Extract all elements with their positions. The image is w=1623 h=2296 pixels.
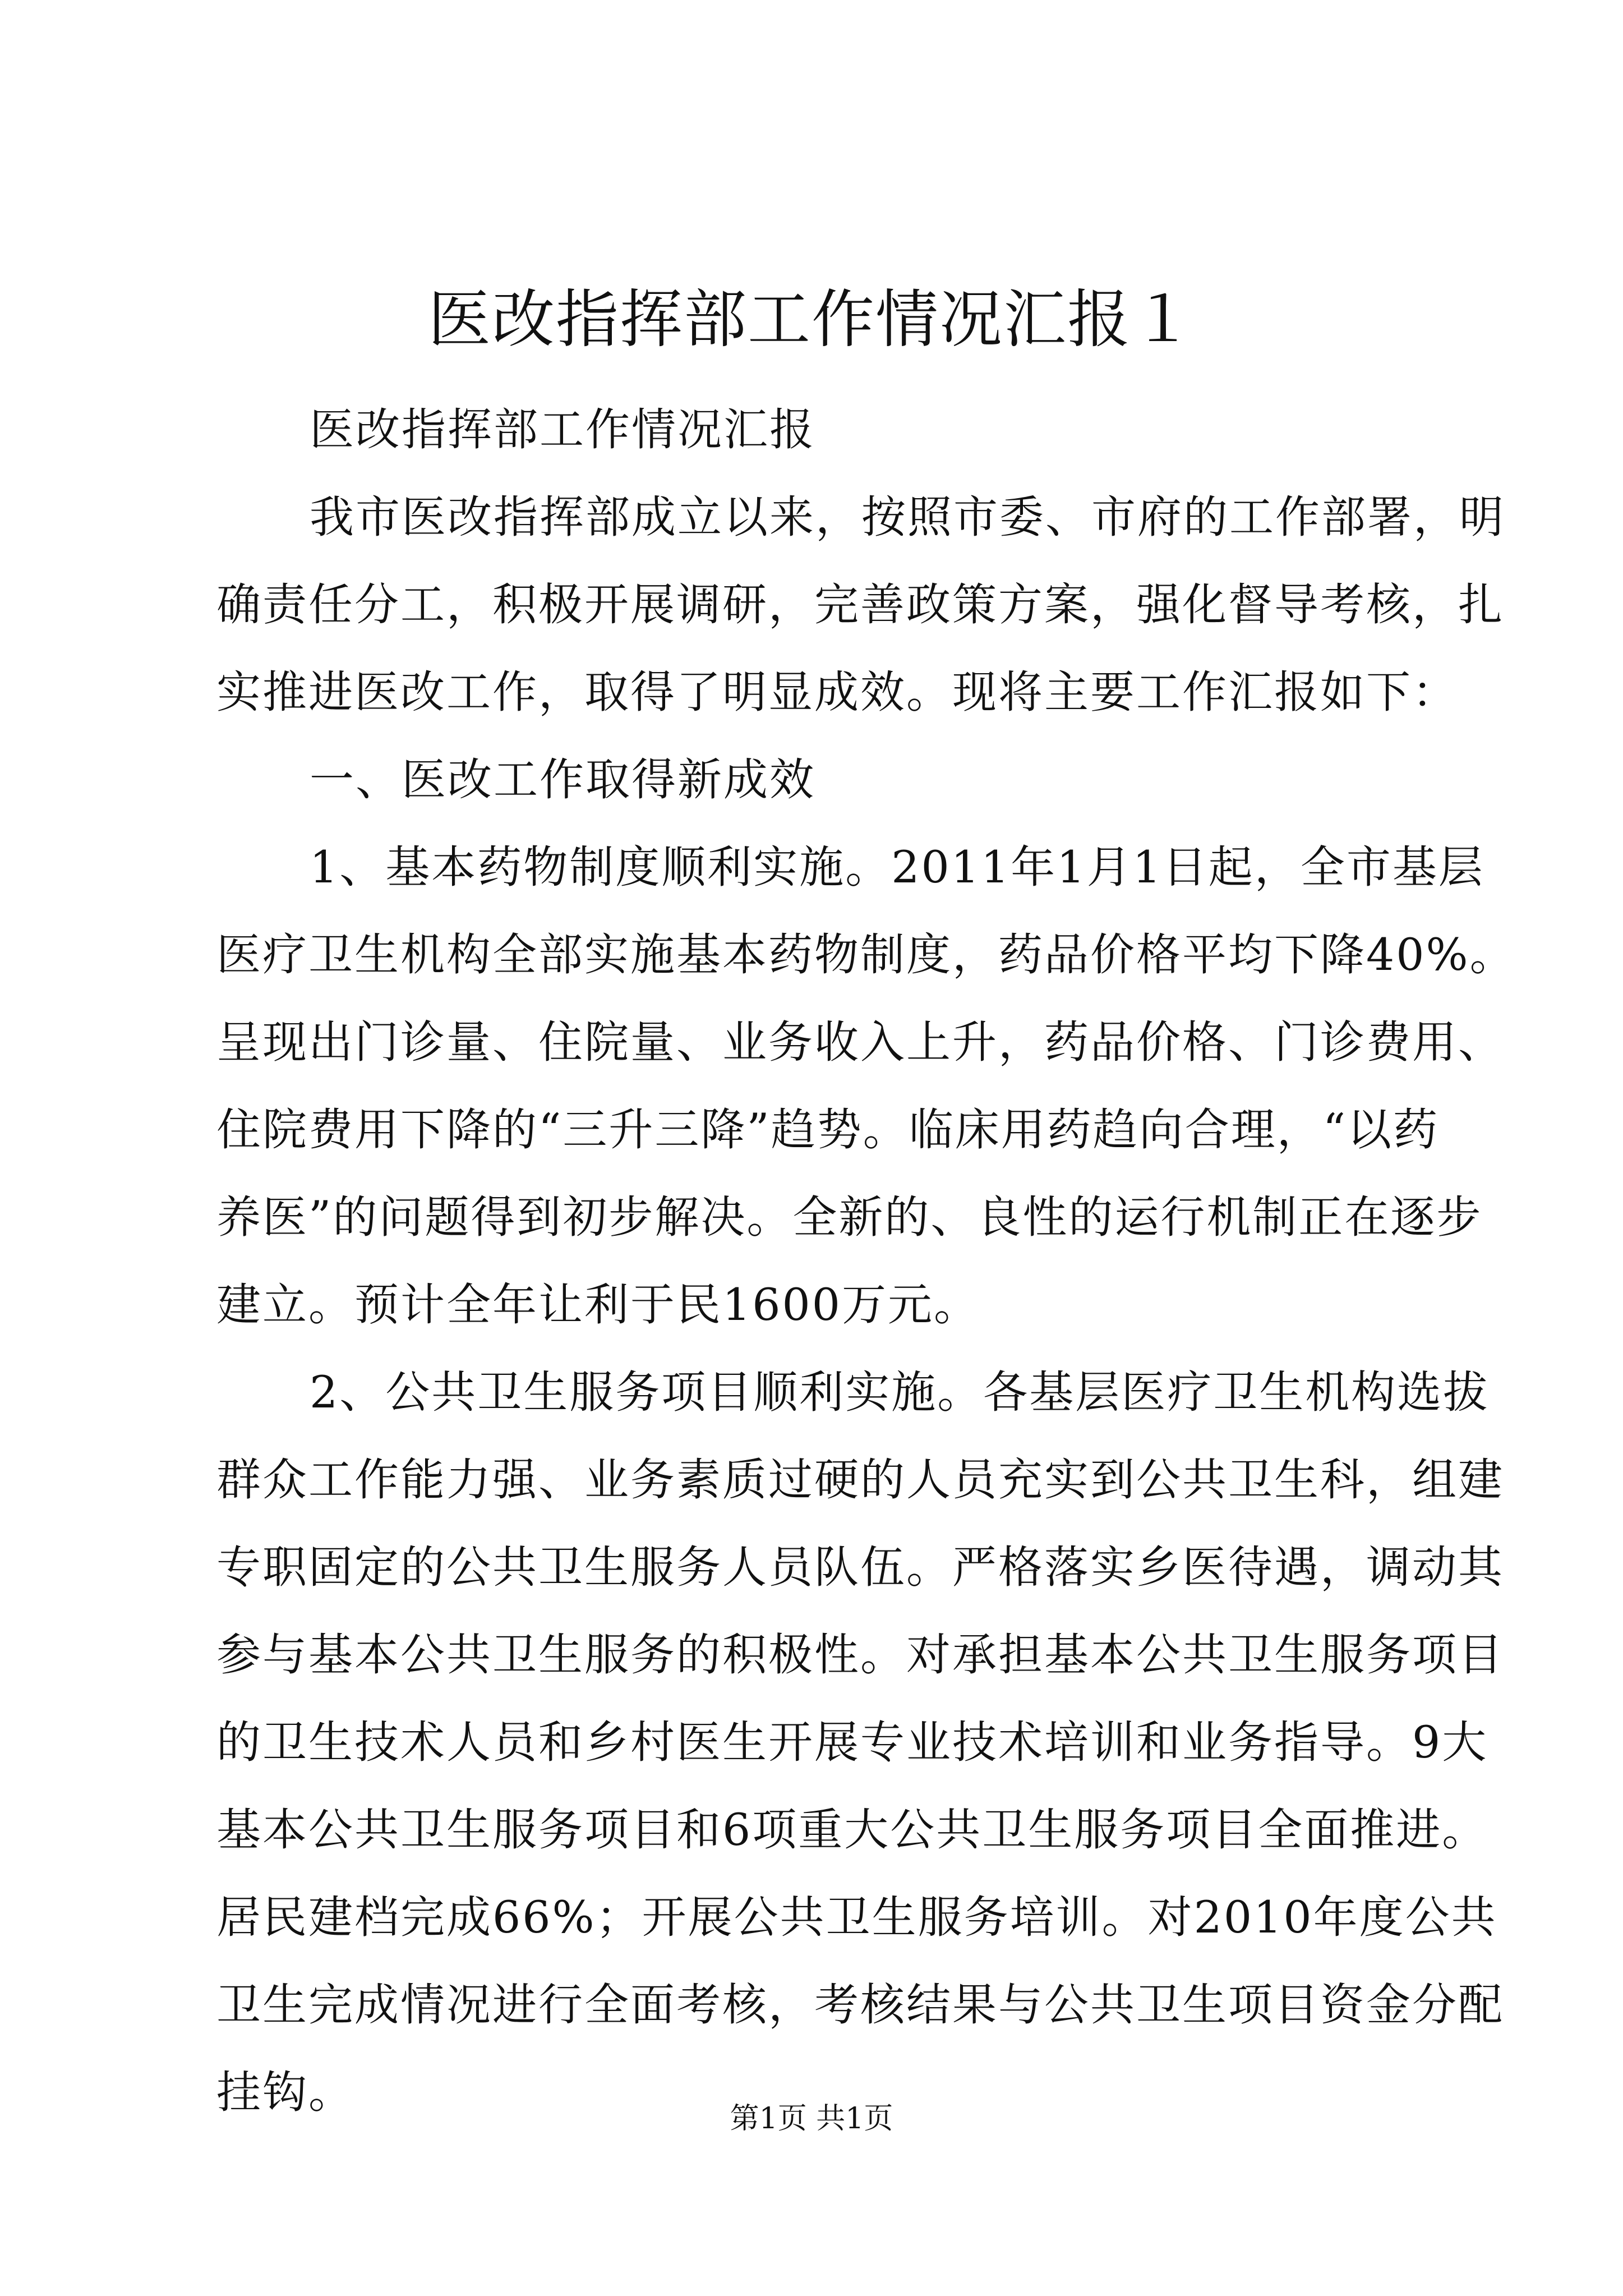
paragraph-line: 群众工作能力强、业务素质过硬的人员充实到公共卫生科，组建 xyxy=(216,1454,1504,1506)
section-heading xyxy=(216,736,1417,823)
paragraph-line: 确责任分工，积极开展调研，完善政策方案，强化督导考核，扎 xyxy=(216,579,1504,631)
paragraph-line: 医改指挥部工作情况汇报 xyxy=(310,404,815,455)
paragraph-line: 基本公共卫生服务项目和6项重大公共卫生服务项目全面推进。 xyxy=(216,1804,1488,1856)
paragraph-line: 医疗卫生机构全部实施基本药物制度，药品价格平均下降40%。 xyxy=(216,929,1516,981)
document-title: 医改指挥部工作情况汇报１ xyxy=(428,283,1195,356)
paragraph-line: 住院费用下降的“三升三降”趋势。临床用药趋向合理，“以药 xyxy=(216,1104,1440,1156)
paragraph-line: 2、公共卫生服务项目顺利实施。各基层医疗卫生机构选拔 xyxy=(310,1366,1490,1418)
paragraph-line: 卫生完成情况进行全面考核，考核结果与公共卫生项目资金分配 xyxy=(216,1979,1504,2031)
document-body xyxy=(216,386,1516,2136)
item-2-paragraph xyxy=(216,1349,1504,2136)
paragraph-line: 养医”的问题得到初步解决。全新的、良性的运行机制正在逐步 xyxy=(216,1191,1483,1243)
paragraph-line: 居民建档完成66%；开展公共卫生服务培训。对2010年度公共 xyxy=(216,1892,1497,1943)
item-1-paragraph xyxy=(216,823,1516,1349)
subtitle-paragraph xyxy=(216,386,1417,473)
paragraph-line: 参与基本公共卫生服务的积极性。对承担基本公共卫生服务项目 xyxy=(216,1629,1504,1681)
paragraph-line: 挂钩。 xyxy=(216,2067,354,2118)
paragraph-line: 的卫生技术人员和乡村医生开展专业技术培训和业务指导。9大 xyxy=(216,1717,1488,1768)
paragraph-line: 专职固定的公共卫生服务人员队伍。严格落实乡医待遇，调动其 xyxy=(216,1542,1504,1593)
intro-paragraph xyxy=(216,473,1505,736)
paragraph-line: 呈现出门诊量、住院量、业务收入上升，药品价格、门诊费用、 xyxy=(216,1016,1504,1068)
page-footer: 第1页 共1页 xyxy=(730,2102,893,2136)
paragraph-line: 建立。预计全年让利于民1600万元。 xyxy=(216,1279,980,1331)
paragraph-line: 实推进医改工作，取得了明显成效。现将主要工作汇报如下： xyxy=(216,666,1458,718)
paragraph-line: 1、基本药物制度顺利实施。2011年1月1日起，全市基层 xyxy=(310,841,1484,893)
paragraph-line: 一、医改工作取得新成效 xyxy=(310,754,815,806)
paragraph-line: 我市医改指挥部成立以来，按照市委、市府的工作部署，明 xyxy=(310,491,1505,543)
